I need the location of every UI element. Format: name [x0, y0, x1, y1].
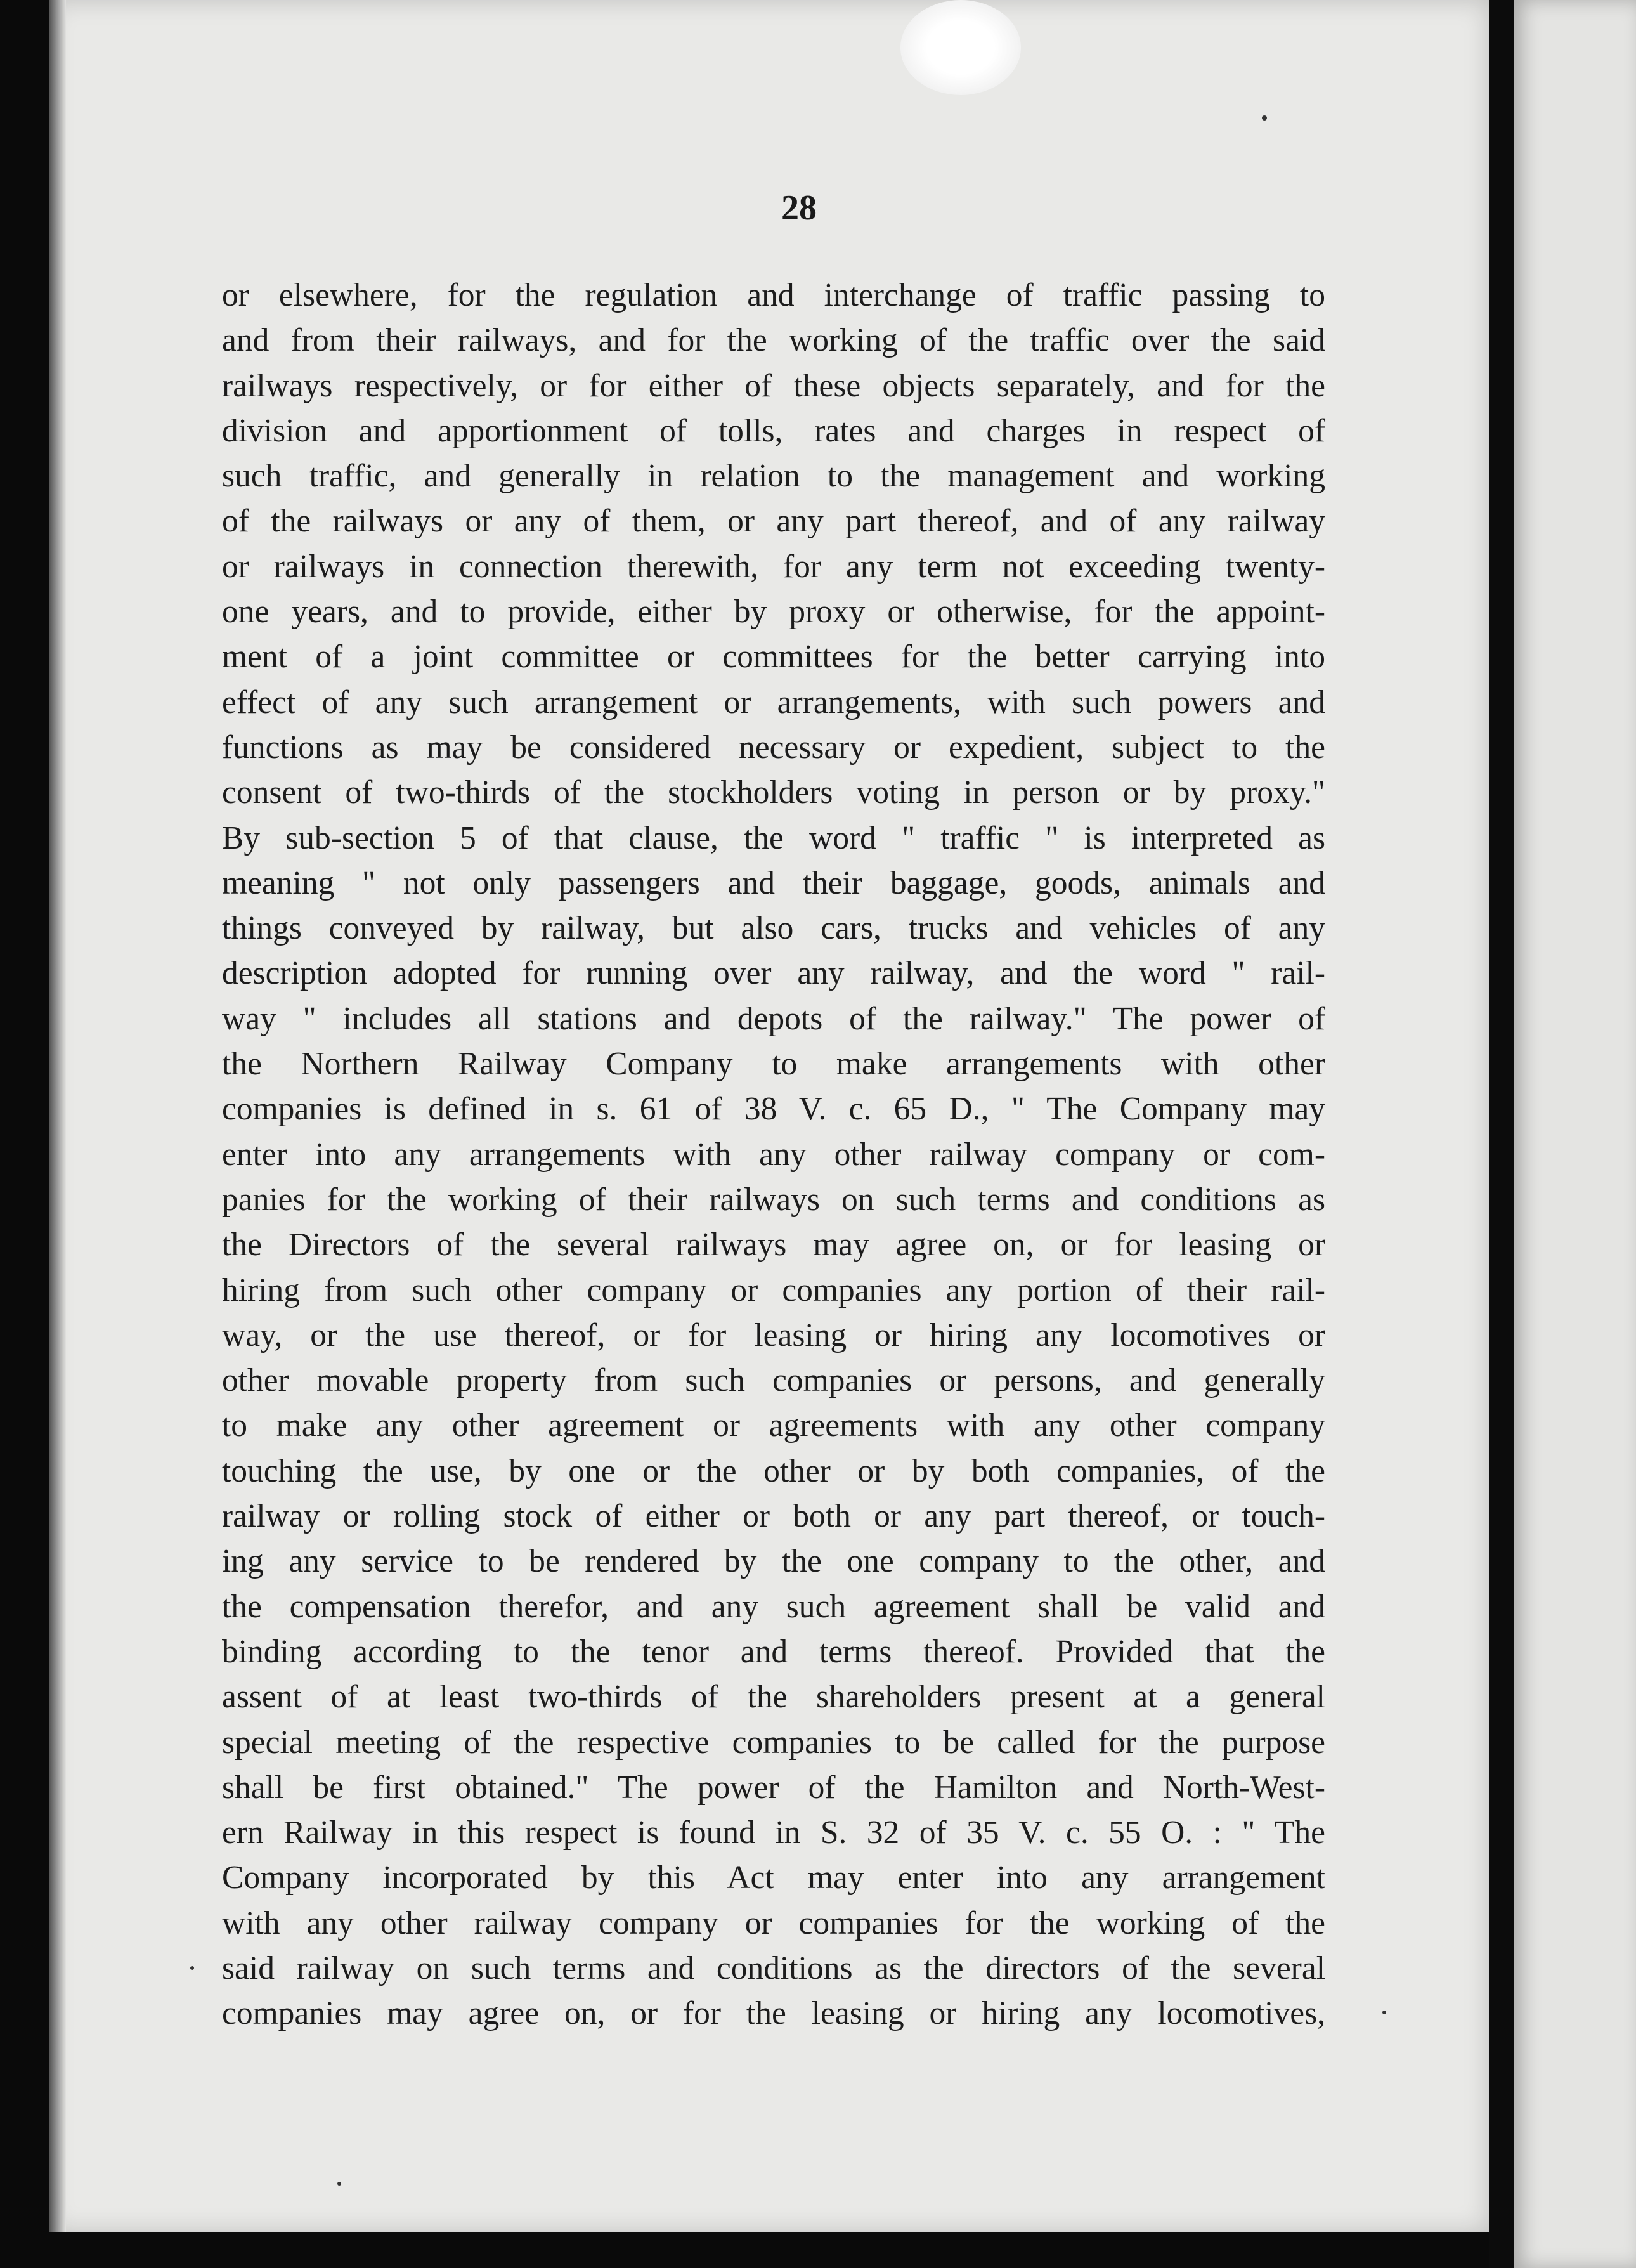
text-line: touching the use, by one or the other or by both companies, of the	[222, 1452, 1325, 1489]
text-line: companies may agree on, or for the leasing or hiring any locomotives,	[222, 1995, 1325, 2032]
text-line: assent of at least two-thirds of the shareholders present at a general	[222, 1679, 1325, 1716]
page-edge-shadow	[49, 0, 66, 2232]
text-line: said railway on such terms and conditions as the directors of the several	[222, 1950, 1325, 1986]
text-line: one years, and to provide, either by proxy or otherwise, for the appoint-	[222, 594, 1325, 630]
text-line: way " includes all stations and depots of the railway." The power of	[222, 1000, 1325, 1037]
text-line: or elsewhere, for the regulation and interchange of traffic passing to	[222, 277, 1325, 313]
text-line: enter into any arrangements with any other railway company or com-	[222, 1136, 1325, 1173]
text-line: meaning " not only passengers and their baggage, goods, animals and	[222, 864, 1325, 901]
text-line: other movable property from such companies or persons, and generally	[222, 1362, 1325, 1399]
text-line: Company incorporated by this Act may enter into any arrangement	[222, 1860, 1325, 1896]
text-line: companies is defined in s. 61 of 38 V. c. 65 D., " The Company may	[222, 1091, 1325, 1128]
text-line: railways respectively, or for either of these objects separately, and for the	[222, 367, 1325, 404]
text-line: By sub-section 5 of that clause, the word " traffic " is interpreted as	[222, 819, 1325, 856]
text-line: things conveyed by railway, but also cars, trucks and vehicles of any	[222, 910, 1325, 947]
speck	[337, 2182, 341, 2186]
text-line: division and apportionment of tolls, rates and charges in respect of	[222, 412, 1325, 449]
text-line: to make any other agreement or agreements with any other company	[222, 1407, 1325, 1444]
speck	[190, 1966, 194, 1970]
text-line: special meeting of the respective companies to be called for the purpose	[222, 1724, 1325, 1761]
text-line: of the railways or any of them, or any part thereof, and of any railway	[222, 503, 1325, 540]
text-line: way, or the use thereof, or for leasing or hiring any locomotives or	[222, 1317, 1325, 1353]
text-line: ment of a joint committee or committees for the better carrying into	[222, 639, 1325, 675]
text-line: description adopted for running over any railway, and the word " rail-	[222, 955, 1325, 992]
text-line: or railways in connection therewith, for any term not exceeding twenty-	[222, 548, 1325, 585]
page-number: 28	[781, 188, 817, 228]
text-line: binding according to the tenor and terms thereof. Provided that the	[222, 1633, 1325, 1670]
text-line: panies for the working of their railways on such terms and conditions as	[222, 1181, 1325, 1218]
text-line: the Northern Railway Company to make arrangements with other	[222, 1046, 1325, 1083]
text-line: the Directors of the several railways may agree on, or for leasing or	[222, 1227, 1325, 1263]
book-gutter	[1489, 0, 1514, 2268]
text-line: consent of two-thirds of the stockholders voting in person or by proxy."	[222, 774, 1325, 811]
text-line: with any other railway company or companies for the working of the	[222, 1905, 1325, 1941]
body-text	[222, 273, 1325, 2037]
text-line: effect of any such arrangement or arrangements, with such powers and	[222, 684, 1325, 720]
text-line: railway or rolling stock of either or both or any part thereof, or touch-	[222, 1498, 1325, 1535]
text-line: ing any service to be rendered by the one company to the other, and	[222, 1543, 1325, 1580]
text-line: shall be first obtained." The power of the Hamilton and North-West-	[222, 1769, 1325, 1806]
facing-page-edge	[1514, 0, 1636, 2268]
speck	[1382, 2011, 1386, 2014]
paper-damage-spot	[900, 0, 1021, 95]
text-line: ern Railway in this respect is found in S. 32 of 35 V. c. 55 O. : " The	[222, 1815, 1325, 1851]
text-line: functions as may be considered necessary or expedient, subject to the	[222, 729, 1325, 766]
text-line: such traffic, and generally in relation to the management and working	[222, 458, 1325, 495]
speck	[1262, 115, 1267, 121]
text-line: and from their railways, and for the working of the traffic over the said	[222, 322, 1325, 359]
text-line: hiring from such other company or companies any portion of their rail-	[222, 1272, 1325, 1308]
text-line: the compensation therefor, and any such agreement shall be valid and	[222, 1588, 1325, 1625]
